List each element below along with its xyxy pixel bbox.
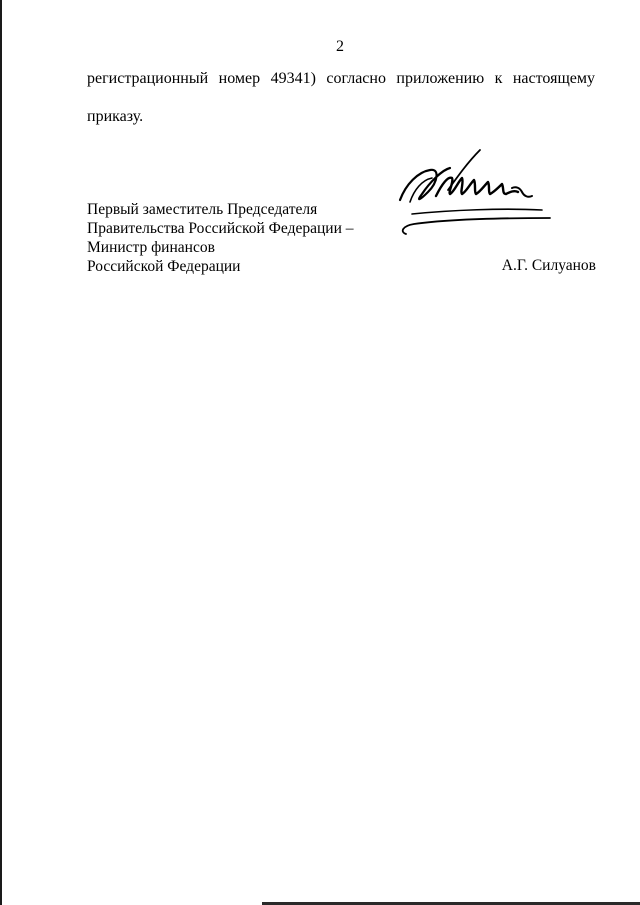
position-line: Первый заместитель Председателя [87,201,318,218]
signer-name: А.Г. Силуанов [501,257,596,274]
body-word: к [494,70,503,87]
scan-edge-left [0,0,2,905]
position-line: Министр финансов [87,239,215,256]
body-word: приложению [396,70,485,87]
body-word: регистрационный [87,70,209,87]
handwritten-signature [392,148,562,240]
body-word: настоящему [512,70,595,87]
position-line: Правительства Российской Федерации – [87,220,354,237]
body-text-line-1 [87,70,595,88]
body-word: согласно [326,70,386,87]
position-line: Российской Федерации [87,258,241,275]
body-word: 49341) [270,70,316,87]
signatory-position [87,200,354,276]
body-text-line-2: приказу. [87,108,144,125]
body-word: номер [218,70,261,87]
page-number: 2 [336,38,344,55]
